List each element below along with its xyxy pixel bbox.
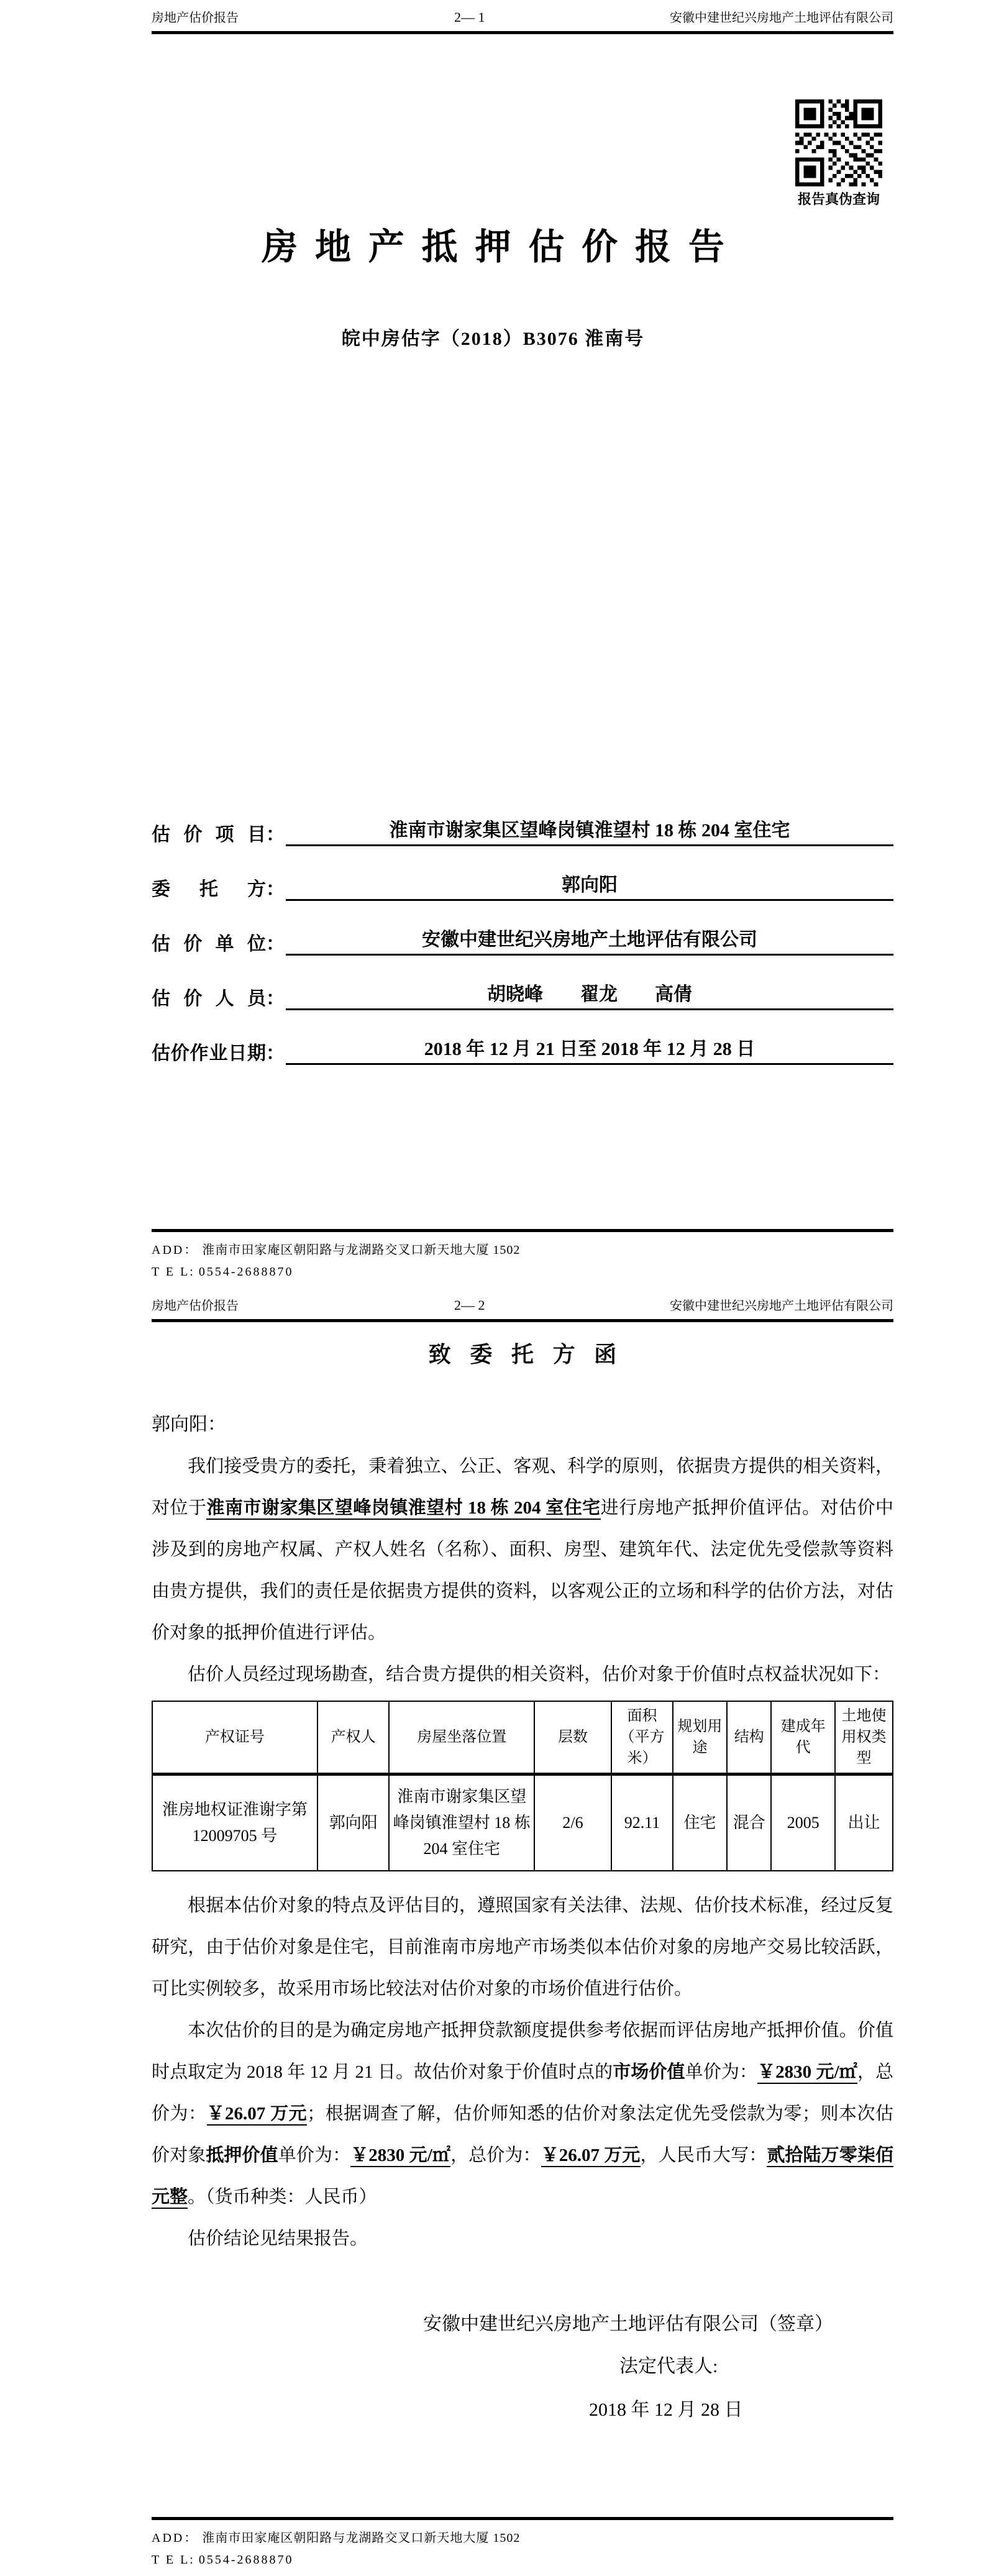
cell-owner: 郭向阳 bbox=[317, 1774, 390, 1871]
doc-number: 皖中房估字（2018）B3076 淮南号 bbox=[341, 329, 645, 349]
tel-value: 0554-2688870 bbox=[198, 1265, 294, 1279]
header-page-number: 2— 2 bbox=[454, 1297, 485, 1313]
paragraph-method: 根据本估价对象的特点及评估目的，遵照国家有关法律、法规、估价技术标准，经过反复研究，由于估价对象是住宅，目前淮南市房地产市场类似本估价对象的房地产交易比较活跃，可比实例较多，故采用市场比较法对估价对象的市场价值进行估价。 bbox=[152, 1896, 893, 1999]
qr-caption: 报告真伪查询 bbox=[797, 191, 880, 207]
col-year-built: 建成年代 bbox=[771, 1701, 835, 1774]
signature-block bbox=[152, 2308, 893, 2421]
form-colon: ： bbox=[266, 1043, 285, 1064]
form-label: 估价项目 bbox=[152, 824, 266, 845]
page-2 bbox=[0, 1288, 986, 2576]
cell-planned-use: 住宅 bbox=[673, 1774, 727, 1871]
signature-company: 安徽中建世纪兴房地产土地评估有限公司（签章） bbox=[423, 2314, 833, 2334]
form-row-appraisers bbox=[152, 972, 893, 1010]
footer-rule bbox=[152, 1229, 893, 1232]
form-label: 估价单位 bbox=[152, 934, 266, 954]
header-doc-type: 房地产估价报告 bbox=[152, 1299, 239, 1313]
page-2-running-header bbox=[152, 1288, 893, 1313]
form-value: 郭向阳 bbox=[286, 869, 893, 901]
header-doc-type: 房地产估价报告 bbox=[152, 11, 239, 25]
table-header-row bbox=[152, 1701, 893, 1774]
header-company: 安徽中建世纪兴房地产土地评估有限公司 bbox=[670, 11, 893, 25]
paragraph-engagement: 我们接受贵方的委托，秉着独立、公正、客观、科学的原则，依据贵方提供的相关资料，对位于淮南市谢家集区望峰岗镇淮望村 18 栋 204 室住宅进行房地产抵押价值评估。对估价中涉及到的房地产权属、产权人姓名（名称）、面积、房型、建筑年代、法定优先受偿款等资料由贵方提供，我们的责任是依据贵方提供的资料，以客观公正的立场和科学的估价方法，对估价对象的抵押价值进行评估。 bbox=[152, 1456, 893, 1643]
cell-area: 92.11 bbox=[611, 1774, 673, 1871]
letter-title: 致委托方函 bbox=[428, 1342, 636, 1367]
table-data-row bbox=[152, 1774, 893, 1871]
page-1-footer bbox=[152, 1229, 893, 1279]
footer-address bbox=[152, 2528, 893, 2546]
footer-tel bbox=[152, 2553, 893, 2567]
paragraph-conclusion: 估价结论见结果报告。 bbox=[188, 2229, 368, 2249]
form-value: 淮南市谢家集区望峰岗镇淮望村 18 栋 204 室住宅 bbox=[286, 815, 893, 846]
form-label: 委托方 bbox=[152, 879, 266, 900]
form-colon: ： bbox=[266, 879, 285, 900]
cell-floor: 2/6 bbox=[534, 1774, 611, 1871]
header-rule bbox=[152, 1319, 893, 1322]
address-value: 淮南市田家庵区朝阳路与龙湖路交叉口新天地大厦 1502 bbox=[202, 1243, 521, 1257]
col-location: 房屋坐落位置 bbox=[389, 1701, 534, 1774]
form-label: 估价作业日期 bbox=[152, 1043, 266, 1064]
form-value: 2018 年 12 月 21 日至 2018 年 12 月 28 日 bbox=[286, 1033, 893, 1065]
form-label: 估价人员 bbox=[152, 989, 266, 1009]
cell-land-use-type: 出让 bbox=[835, 1774, 893, 1871]
property-rights-table bbox=[152, 1701, 893, 1871]
form-row-project bbox=[152, 808, 893, 846]
form-value: 胡晓峰 翟龙 高倩 bbox=[286, 979, 893, 1010]
signature-legal-rep: 法定代表人: bbox=[619, 2356, 718, 2377]
page-2-footer bbox=[152, 2517, 893, 2567]
col-planned-use: 规划用途 bbox=[673, 1701, 727, 1774]
paragraph-inspection: 估价人员经过现场勘查，结合贵方提供的相关资料，估价对象于价值时点权益状况如下： bbox=[188, 1665, 891, 1684]
appraisal-form bbox=[152, 808, 893, 1081]
report-title: 房地产抵押估价报告 bbox=[262, 227, 742, 267]
cell-structure: 混合 bbox=[727, 1774, 772, 1871]
tel-label: T E L: bbox=[152, 2553, 195, 2567]
col-land-use-type: 土地使用权类型 bbox=[835, 1701, 893, 1774]
tel-label: T E L: bbox=[152, 1265, 195, 1279]
salutation: 郭向阳： bbox=[152, 1414, 226, 1435]
signature-date: 2018 年 12 月 28 日 bbox=[589, 2400, 743, 2420]
form-colon: ： bbox=[266, 934, 285, 954]
cell-certificate-no: 淮房地权证淮谢字第12009705 号 bbox=[152, 1774, 317, 1871]
paragraph-valuation: 本次估价的目的是为确定房地产抵押贷款额度提供参考依据而评估房地产抵押价值。价值时点取定为 2018 年 12 月 21 日。故估价对象于价值时点的市场价值单价为：￥2830 元/㎡，总价为：￥26.07 万元；根据调查了解，估价师知悉的估价对象法定优先受偿款为零；则本次估价对象抵押价值单价为：￥2830 元/㎡，总价为：￥26.07 万元，人民币大写：贰拾陆万零柒佰元整。（货币种类：人民币） bbox=[152, 2010, 893, 2218]
header-rule bbox=[152, 31, 893, 34]
header-page-number: 2— 1 bbox=[454, 9, 485, 25]
footer-address bbox=[152, 1240, 893, 1258]
form-row-agency bbox=[152, 917, 893, 956]
form-colon: ： bbox=[266, 989, 285, 1009]
page-1-running-header bbox=[152, 0, 893, 25]
form-colon: ： bbox=[266, 824, 285, 845]
col-certificate-no: 产权证号 bbox=[152, 1701, 317, 1774]
header-company: 安徽中建世纪兴房地产土地评估有限公司 bbox=[670, 1299, 893, 1313]
form-row-work-dates bbox=[152, 1026, 893, 1065]
tel-value: 0554-2688870 bbox=[198, 2553, 294, 2567]
col-area: 面积（平方米） bbox=[611, 1701, 673, 1774]
address-label: ADD： bbox=[152, 1243, 199, 1257]
col-structure: 结构 bbox=[727, 1701, 772, 1774]
address-label: ADD： bbox=[152, 2531, 199, 2545]
form-row-client bbox=[152, 862, 893, 901]
qr-block bbox=[795, 99, 882, 208]
footer-rule bbox=[152, 2517, 893, 2520]
cell-year-built: 2005 bbox=[771, 1774, 835, 1871]
qr-code bbox=[795, 99, 882, 186]
footer-tel bbox=[152, 1265, 893, 1279]
form-value: 安徽中建世纪兴房地产土地评估有限公司 bbox=[286, 924, 893, 956]
cell-location: 淮南市谢家集区望峰岗镇淮望村 18 栋 204 室住宅 bbox=[389, 1774, 534, 1871]
address-value: 淮南市田家庵区朝阳路与龙湖路交叉口新天地大厦 1502 bbox=[202, 2531, 521, 2545]
col-floor: 层数 bbox=[534, 1701, 611, 1774]
col-owner: 产权人 bbox=[317, 1701, 390, 1774]
